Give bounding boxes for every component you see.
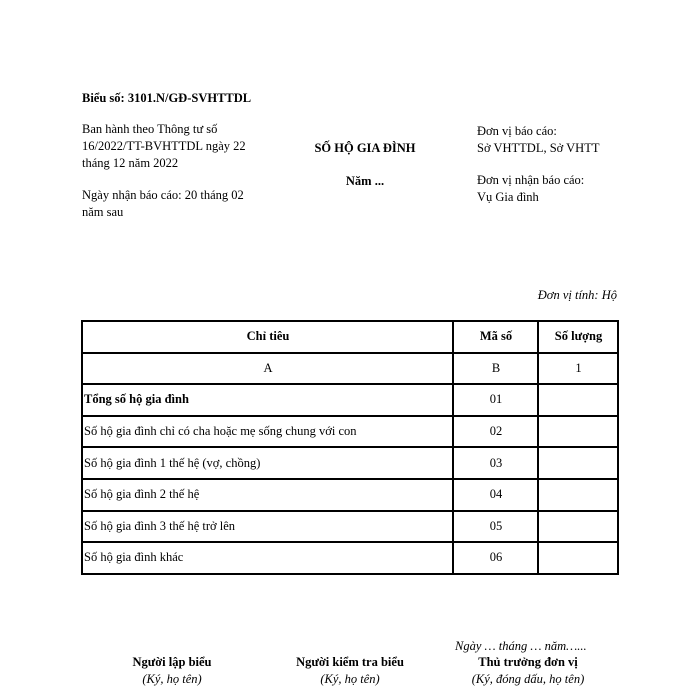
column-code-row bbox=[82, 353, 618, 385]
row-code: 05 bbox=[453, 511, 538, 543]
row-code: 03 bbox=[453, 447, 538, 479]
table-row bbox=[82, 511, 618, 543]
table-header-row bbox=[82, 321, 618, 353]
row-code: 04 bbox=[453, 479, 538, 511]
row-code: 06 bbox=[453, 542, 538, 574]
row-label: Số hộ gia đình 1 thế hệ (vợ, chồng) bbox=[82, 447, 453, 479]
row-value-cell[interactable] bbox=[538, 479, 618, 511]
row-value-cell[interactable] bbox=[538, 384, 618, 416]
report-title: SỐ HỘ GIA ĐÌNH bbox=[314, 141, 416, 155]
column-code-a: A bbox=[82, 353, 453, 385]
row-value-cell[interactable] bbox=[538, 542, 618, 574]
checker-subtitle: (Ký, họ tên) bbox=[320, 672, 380, 686]
row-value-cell[interactable] bbox=[538, 447, 618, 479]
unit-note: Đơn vị tính: Hộ bbox=[537, 288, 617, 302]
row-code: 02 bbox=[453, 416, 538, 448]
preparer-title: Người lập biểu bbox=[132, 655, 212, 669]
preparer-subtitle: (Ký, họ tên) bbox=[142, 672, 202, 686]
signature-preparer bbox=[82, 654, 262, 688]
right-header bbox=[477, 123, 677, 221]
column-code-1: 1 bbox=[538, 353, 618, 385]
column-header-quantity: Số lượng bbox=[538, 321, 618, 353]
checker-title: Người kiểm tra biểu bbox=[296, 655, 404, 669]
column-code-b: B bbox=[453, 353, 538, 385]
table-row bbox=[82, 479, 618, 511]
row-value-cell[interactable] bbox=[538, 416, 618, 448]
row-label: Số hộ gia đình 2 thế hệ bbox=[82, 479, 453, 511]
row-label: Số hộ gia đình chỉ có cha hoặc mẹ sống chung với con bbox=[82, 416, 453, 448]
reporting-unit: Sở VHTTDL, Sở VHTT bbox=[477, 141, 600, 155]
head-subtitle: (Ký, đóng dấu, họ tên) bbox=[471, 672, 585, 686]
row-label: Tổng số hộ gia đình bbox=[82, 384, 453, 416]
reporting-unit-label: Đơn vị báo cáo: bbox=[477, 124, 557, 138]
issued-by-text: Ban hành theo Thông tư số 16/2022/TT-BVHTTDL ngày 22 tháng 12 năm 2022 bbox=[82, 122, 246, 170]
left-header bbox=[82, 90, 267, 236]
row-value-cell[interactable] bbox=[538, 511, 618, 543]
report-year: Năm ... bbox=[345, 174, 385, 188]
table-row bbox=[82, 384, 618, 416]
column-header-indicator: Chỉ tiêu bbox=[82, 321, 453, 353]
receiving-unit: Vụ Gia đình bbox=[477, 190, 539, 204]
signature-head bbox=[438, 654, 618, 688]
table-row bbox=[82, 447, 618, 479]
table-row bbox=[82, 416, 618, 448]
report-header bbox=[285, 140, 445, 190]
form-code: Biểu số: 3101.N/GĐ-SVHTTDL bbox=[82, 91, 252, 105]
row-label: Số hộ gia đình khác bbox=[82, 542, 453, 574]
signature-date-line: Ngày … tháng … năm…... bbox=[455, 639, 587, 653]
row-label: Số hộ gia đình 3 thế hệ trở lên bbox=[82, 511, 453, 543]
household-table bbox=[81, 320, 619, 575]
head-title: Thủ trưởng đơn vị bbox=[478, 655, 578, 669]
row-code: 01 bbox=[453, 384, 538, 416]
receiving-unit-label: Đơn vị nhận báo cáo: bbox=[477, 173, 585, 187]
receive-date-text: Ngày nhận báo cáo: 20 tháng 02 năm sau bbox=[82, 188, 244, 219]
column-header-code: Mã số bbox=[453, 321, 538, 353]
table-row bbox=[82, 542, 618, 574]
signature-checker bbox=[260, 654, 440, 688]
